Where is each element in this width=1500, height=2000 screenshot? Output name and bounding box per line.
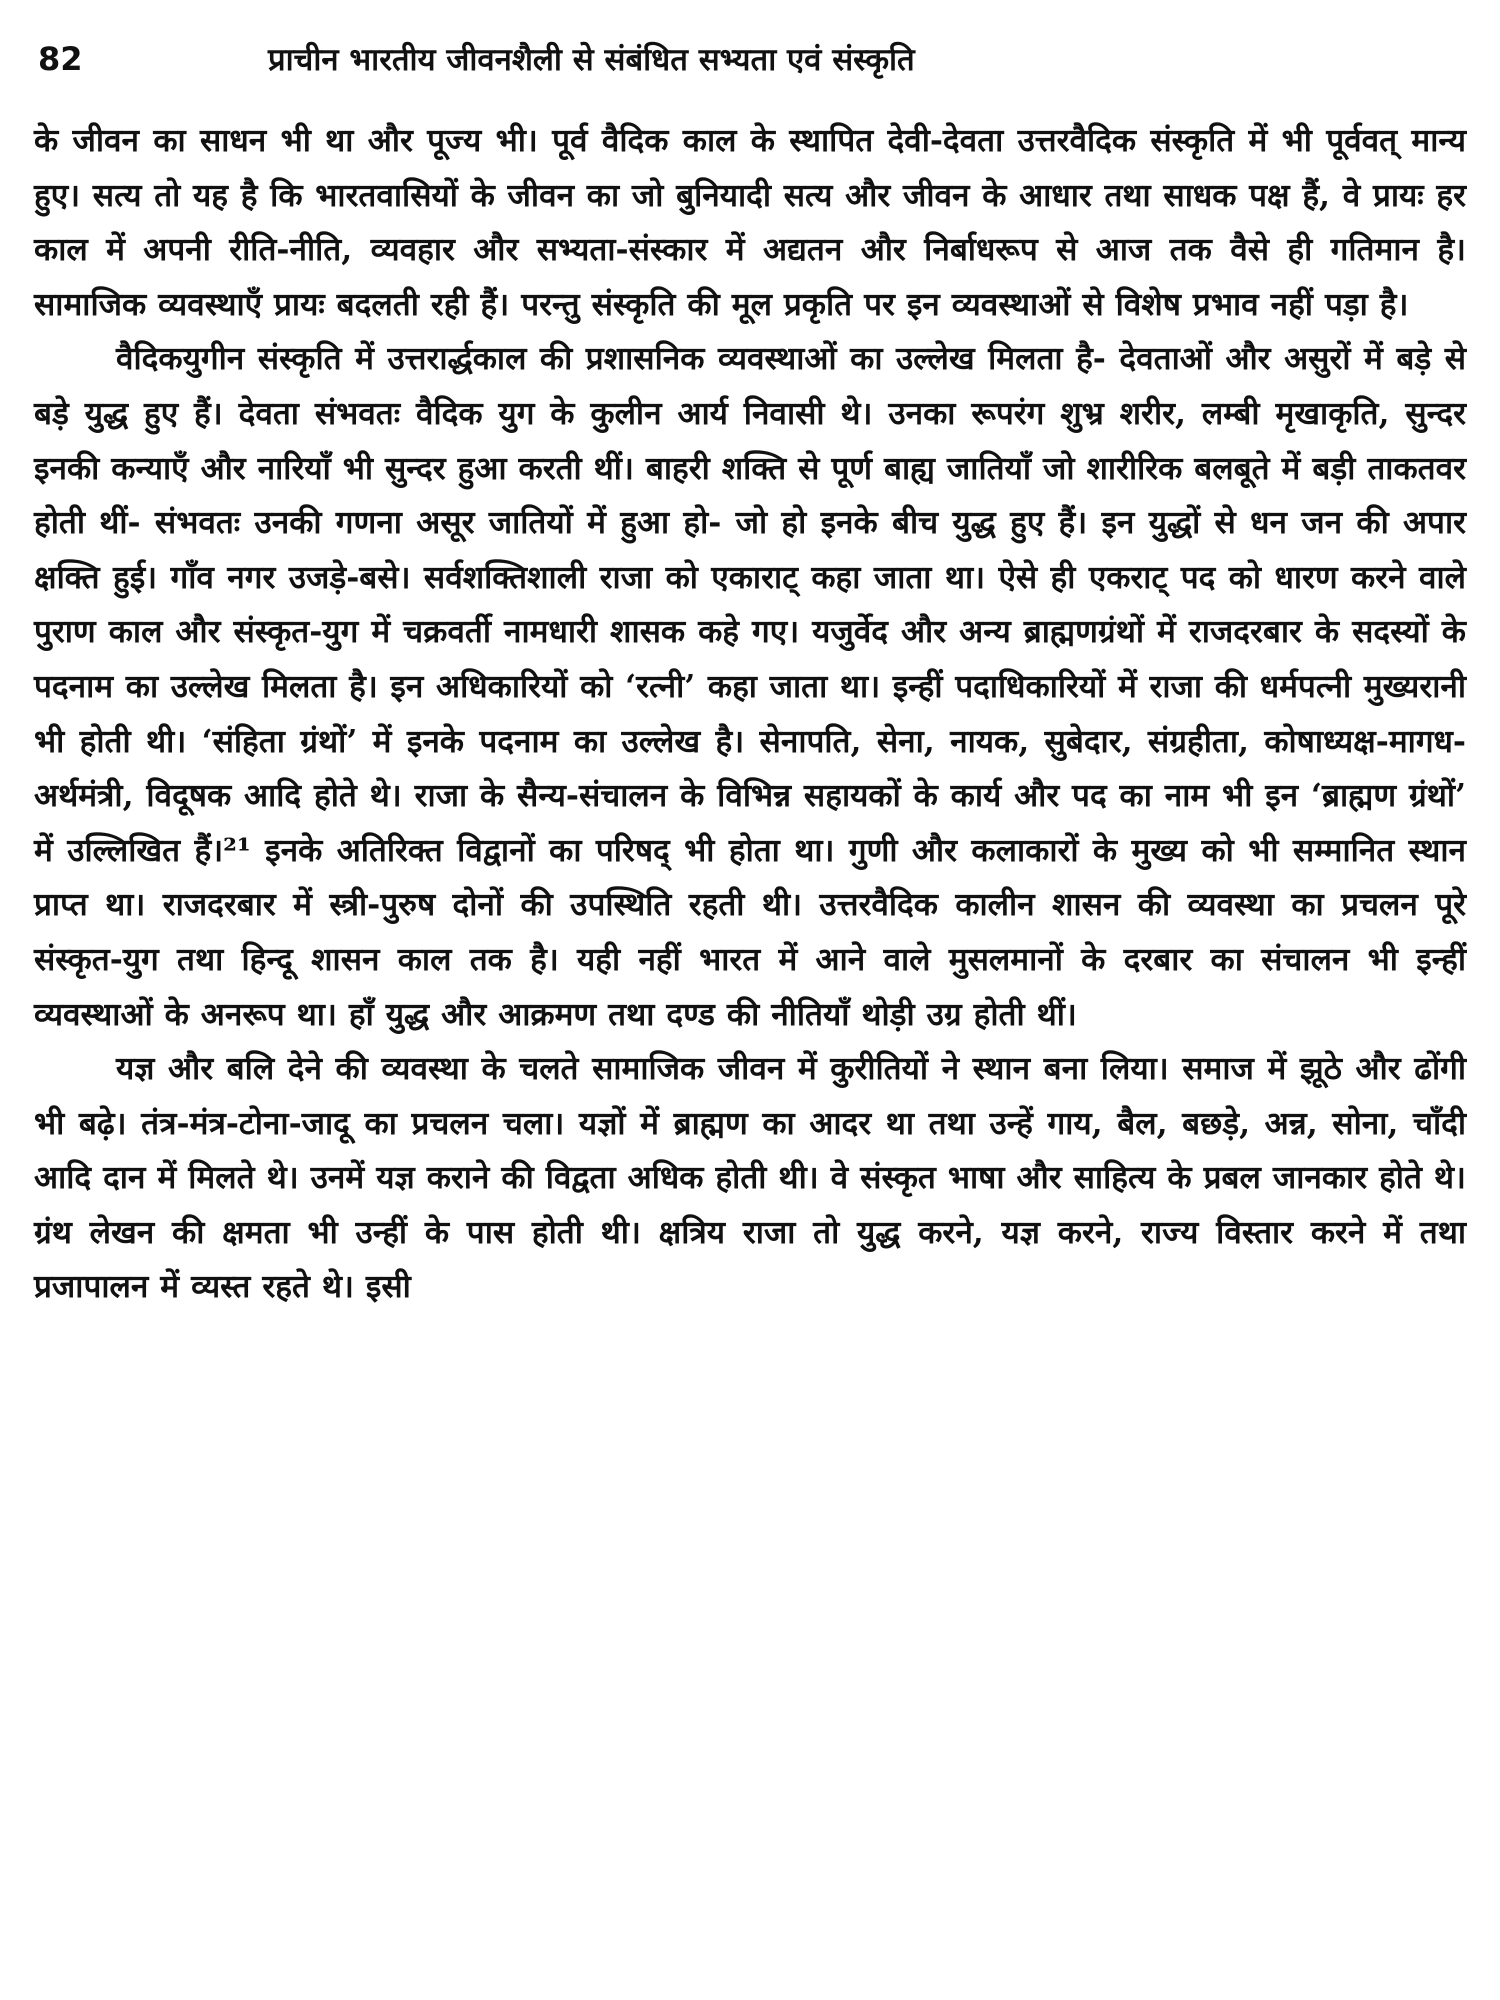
body-text (34, 114, 1466, 1315)
running-title: प्राचीन भारतीय जीवनशैली से संबंधित सभ्यता एवं संस्कृति (268, 42, 915, 78)
paragraph-1: के जीवन का साधन भी था और पूज्य भी। पूर्व वैदिक काल के स्थापित देवी-देवता उत्तरवैदिक संस्कृति में भी पूर्ववत् मान्य हुए। सत्य तो यह है कि भारतवासियों के जीवन का जो बुनियादी सत्य और जीवन के आधार तथा साधक पक्ष हैं, वे प्रायः हर काल में अपनी रीति-नीति, व्यवहार और सभ्यता-संस्कार में अद्यतन और निर्बाधरूप से आज तक वैसे ही गतिमान है। सामाजिक व्यवस्थाएँ प्रायः बदलती रही हैं। परन्तु संस्कृति की मूल प्रकृति पर इन व्यवस्थाओं से विशेष प्रभाव नहीं पड़ा है। (34, 122, 1466, 323)
paragraph-3: यज्ञ और बलि देने की व्यवस्था के चलते सामाजिक जीवन में कुरीतियों ने स्थान बना लिया। समाज में झूठे और ढोंगी भी बढ़े। तंत्र-मंत्र-टोना-जादू का प्रचलन चला। यज्ञों में ब्राह्मण का आदर था तथा उन्हें गाय, बैल, बछड़े, अन्न, सोना, चाँदी आदि दान में मिलते थे। उनमें यज्ञ कराने की विद्वता अधिक होती थी। वे संस्कृत भाषा और साहित्य के प्रबल जानकार होते थे। ग्रंथ लेखन की क्षमता भी उन्हीं के पास होती थी। क्षत्रिय राजा तो युद्ध करने, यज्ञ करने, राज्य विस्तार करने में तथा प्रजापालन में व्यस्त रहते थे। इसी (34, 1050, 1466, 1306)
page-number: 82 (38, 40, 83, 78)
paragraph-2: वैदिकयुगीन संस्कृति में उत्तरार्द्धकाल की प्रशासनिक व्यवस्थाओं का उल्लेख मिलता है- देवताओं और असुरों में बड़े से बड़े युद्ध हुए हैं। देवता संभवतः वैदिक युग के कुलीन आर्य निवासी थे। उनका रूपरंग शुभ्र शरीर, लम्बी मृखाकृति, सुन्दर इनकी कन्याएँ और नारियाँ भी सुन्दर हुआ करती थीं। बाहरी शक्ति से पूर्ण बाह्य जातियाँ जो शारीरिक बलबूते में बड़ी ताकतवर होती थीं- संभवतः उनकी गणना असूर जातियों में हुआ हो- जो हो इनके बीच युद्ध हुए हैं। इन युद्धों से धन जन की अपार क्षक्ति हुई। गाँव नगर उजड़े-बसे। सर्वशक्तिशाली राजा को एकाराट् कहा जाता था। ऐसे ही एकराट् पद को धारण करने वाले पुराण काल और संस्कृत-युग में चक्रवर्ती नामधारी शासक कहे गए। यजुर्वेद और अन्य ब्राह्मणग्रंथों में राजदरबार के सदस्यों के पदनाम का उल्लेख मिलता है। इन अधिकारियों को ‘रत्नी’ कहा जाता था। इन्हीं पदाधिकारियों में राजा की धर्मपत्नी मुख्यरानी भी होती थी। ‘संहिता ग्रंथों’ में इनके पदनाम का उल्लेख है। सेनापति, सेना, नायक, सुबेदार, संग्रहीता, कोषाध्यक्ष-मागध-अर्थमंत्री, विदूषक आदि होते थे। राजा के सैन्य-संचालन के विभिन्न सहायकों के कार्य और पद का नाम भी इन ‘ब्राह्मण ग्रंथों’ में उल्लिखित हैं।²¹ इनके अतिरिक्त विद्वानों का परिषद् भी होता था। गुणी और कलाकारों के मुख्य को भी सम्मानित स्थान प्राप्त था। राजदरबार में स्त्री-पुरुष दोनों की उपस्थिति रहती थी। उत्तरवैदिक कालीन शासन की व्यवस्था का प्रचलन पूरे संस्कृत-युग तथा हिन्दू शासन काल तक है। यही नहीं भारत में आने वाले मुसलमानों के दरबार का संचालन भी इन्हीं व्यवस्थाओं के अनरूप था। हाँ युद्ध और आक्रमण तथा दण्ड की नीतियाँ थोड़ी उग्र होती थीं। (34, 340, 1466, 1033)
page-header (34, 38, 1466, 100)
